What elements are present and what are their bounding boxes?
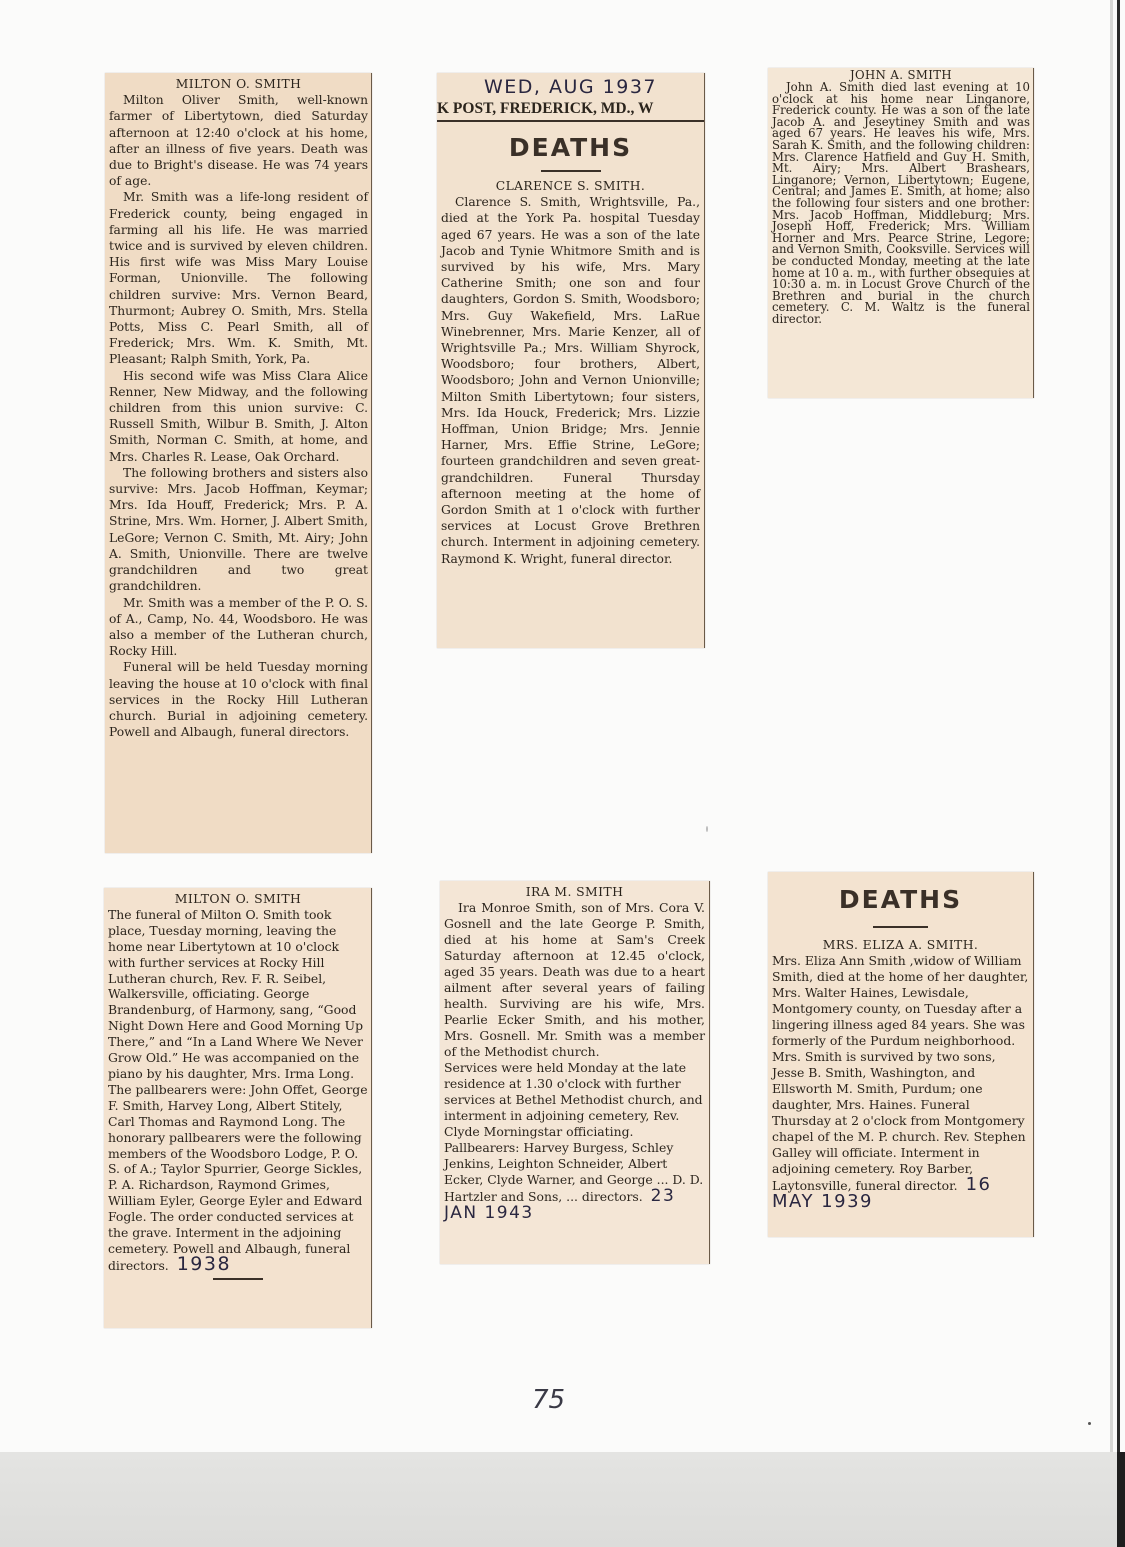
newspaper-masthead: K POST, FREDERICK, MD., W xyxy=(437,100,654,117)
clipping-eliza-obituary xyxy=(768,872,1034,1237)
clipping-paragraph: John A. Smith died last evening at 10 o'clock at his home near Linganore, Frederick county. He was a son of the late Jacob A. and Jeseytiney Smith and was aged 67 years. He leaves his wife, Mrs. Sarah K. Smith, and the following children: Mrs. Clarence Hatfield and Guy H. Smith, Mt. Airy; Mrs. Albert Brashears, Linganore; Vernon, Libertytown; Eugene, Central; and James E. Smith, at home; also the following four sisters and one brother: Mrs. Jacob Hoffman, Middleburg; Mrs. Joseph Hoff, Frederick; Mrs. William Horner and Mrs. Pearce Strine, Legore; and Vernon Smith, Cooksville. Services will be conducted Monday, meeting at the late home at 10 a. m., with further obsequies at 10:30 a. m. in Locust Grove Church of the Brethren and burial in the church cemetery. C. M. Waltz is the funeral director. xyxy=(772,80,1030,326)
clipping-paragraph: His second wife was Miss Clara Alice Renner, New Midway, and the following children from this union survive: C. Russell Smith, Wilbur B. Smith, J. Alton Smith, Norman C. Smith, at home, and Mrs. Charles R. Lease, Oak Orchard. xyxy=(109,368,368,464)
scan-speck xyxy=(1088,1422,1091,1425)
end-rule xyxy=(213,1278,263,1280)
clipping-paragraph: Ira Monroe Smith, son of Mrs. Cora V. Gosnell and the late George P. Smith, died at his home at Sam's Creek Saturday afternoon at 12.45 o'clock, aged 35 years. Death was due to a heart ailment after several years of failing health. Surviving are his wife, Mrs. Pearlie Ecker Smith, and his mother, Mrs. Gosnell. Mr. Smith was a member of the Methodist church. xyxy=(444,900,705,1059)
clipping-heading: IRA M. SMITH xyxy=(525,884,624,899)
title-rule xyxy=(873,926,928,928)
handwritten-date: 1938 xyxy=(176,1252,232,1275)
section-title: DEATHS xyxy=(838,885,963,914)
handwritten-date: WED, AUG 1937 xyxy=(483,76,658,98)
clipping-john-obituary xyxy=(768,68,1034,398)
section-title: DEATHS xyxy=(508,133,633,162)
clipping-milton-funeral xyxy=(104,888,372,1328)
handwritten-date: 16 MAY 1939 xyxy=(772,1174,992,1212)
clipping-paragraph: Services were held Monday at the late residence at 1.30 o'clock with further services at Bethel Methodist church, and interment in adjoining cemetery, Rev. Clyde Morningstar officiating. Pallbearers: Harvey Burgess, Schley Jenkins, Leighton Schneider, Albert Ecker, Clyde Warner, and George ... D. D. Hartzler and Sons, ... directors. xyxy=(444,1060,704,1204)
clipping-milton-obituary xyxy=(105,73,372,853)
scan-speck xyxy=(706,826,708,832)
scanner-corner xyxy=(1117,1452,1125,1547)
clipping-paragraph: The funeral of Milton O. Smith took place, Tuesday morning, leaving the home near Libertytown at 10 o'clock with further services at Rocky Hill Lutheran church, Rev. F. R. Seibel, Walkersville, officiating. George Brandenburg, of Harmony, sang, “Good Night Down Here and Good Morning Up There,” and “In a Land Where We Never Grow Old.” He was accompanied on the piano by his daughter, Mrs. Irma Long. The pallbearers were: John Offet, George F. Smith, Harvey Long, Albert Stitely, Carl Thomas and Raymond Long. The honorary pallbearers were the following members of the Woodsboro Lodge, P. O. S. of A.; Taylor Spurrier, George Sickles, P. A. Richardson, Raymond Grimes, William Eyler, George Eyler and Edward Fogle. The order conducted services at the grave. Interment in the adjoining cemetery. Powell and Albaugh, funeral directors. xyxy=(108,906,368,1273)
clipping-paragraph: Mr. Smith was a life-long resident of Frederick county, being engaged in farming all his life. He was married twice and is survived by eleven children. His first wife was Miss Mary Louise Forman, Unionville. The following children survive: Mrs. Vernon Beard, Thurmont; Aubrey O. Smith, Mrs. Stella Potts, Miss C. Pearl Smith, all of Frederick; Mrs. Wm. K. Smith, Mt. Pleasant; Ralph Smith, York, Pa. xyxy=(109,190,368,367)
clipping-paragraph: Milton Oliver Smith, well-known farmer of Libertytown, died Saturday afternoon at 12:40 o'clock at his home, after an illness of five years. Death was due to Bright's disease. He was 74 years of age. xyxy=(109,93,368,189)
masthead-rule xyxy=(437,120,704,122)
scanner-edge-light xyxy=(1110,0,1113,1547)
clipping-heading: MRS. ELIZA A. SMITH. xyxy=(822,937,979,952)
clipping-paragraph: Clarence S. Smith, Wrightsville, Pa., died at the York Pa. hospital Tuesday aged 67 years. He was a son of the late Jacob and Tynie Whitmore Smith and is survived by his wife, Mrs. Mary Catherine Smith; one son and four daughters, Gordon S. Smith, Woodsboro; Mrs. Guy Wakefield, Mrs. LaRue Winebrenner, Mrs. Marie Kenzer, all of Wrightsville Pa.; Mrs. William Shyrock, Woodsboro; four brothers, Albert, Woodsboro; John and Vernon Unionville; Milton Smith Libertytown; four sisters, Mrs. Ida Houck, Frederick; Mrs. Lizzie Hoffman, Union Bridge; Mrs. Jennie Harner, Mrs. Effie Strine, LeGore; fourteen grandchildren and seven great-grandchildren. Funeral Thursday afternoon meeting at the home of Gordon Smith at 1 o'clock with further services at Locust Grove Brethren church. Interment in adjoining cemetery. Raymond K. Wright, funeral director. xyxy=(441,195,700,566)
clipping-heading: MILTON O. SMITH xyxy=(174,891,302,906)
clipping-heading: JOHN A. SMITH xyxy=(849,68,953,82)
clipping-clarence-obituary xyxy=(437,73,705,648)
clipping-paragraph: Mr. Smith was a member of the P. O. S. of A., Camp, No. 44, Woodsboro. He was also a member of the Lutheran church, Rocky Hill. xyxy=(109,595,368,659)
title-rule xyxy=(541,170,601,172)
clipping-paragraph: Mrs. Eliza Ann Smith ,widow of William Smith, died at the home of her daughter, Mrs. Walter Haines, Lewisdale, Montgomery county, on Tuesday after a lingering illness aged 84 years. She was formerly of the Purdum neighborhood. Mrs. Smith is survived by two sons, Jesse B. Smith, Washington, and Ellsworth M. Smith, Purdum; one daughter, Mrs. Haines. Funeral Thursday at 2 o'clock from Montgomery chapel of the M. P. church. Rev. Stephen Galley will officiate. Interment in adjoining cemetery. Roy Barber, Laytonsville, funeral director. xyxy=(772,953,1029,1193)
clipping-heading: MILTON O. SMITH xyxy=(175,77,302,91)
clipping-paragraph: Funeral will be held Tuesday morning leaving the house at 10 o'clock with final services in the Rocky Hill Lutheran church. Burial in adjoining cemetery. Powell and Albaugh, funeral directors. xyxy=(109,660,368,740)
page-number: 75 xyxy=(532,1385,566,1415)
clipping-paragraph: The following brothers and sisters also survive: Mrs. Jacob Hoffman, Keymar; Mrs. Ida Houff, Frederick; Mrs. P. A. Strine, Mrs. Wm. Horner, J. Albert Smith, LeGore; Vernon C. Smith, Mt. Airy; John A. Smith, Unionville. There are twelve grandchildren and two great grandchildren. xyxy=(109,465,368,594)
clipping-heading: CLARENCE S. SMITH. xyxy=(495,179,646,193)
clipping-ira-obituary xyxy=(440,881,710,1264)
scanner-bottom-margin xyxy=(0,1452,1125,1547)
handwritten-date: 23 JAN 1943 xyxy=(444,1186,676,1223)
scanner-edge xyxy=(1117,0,1120,1547)
